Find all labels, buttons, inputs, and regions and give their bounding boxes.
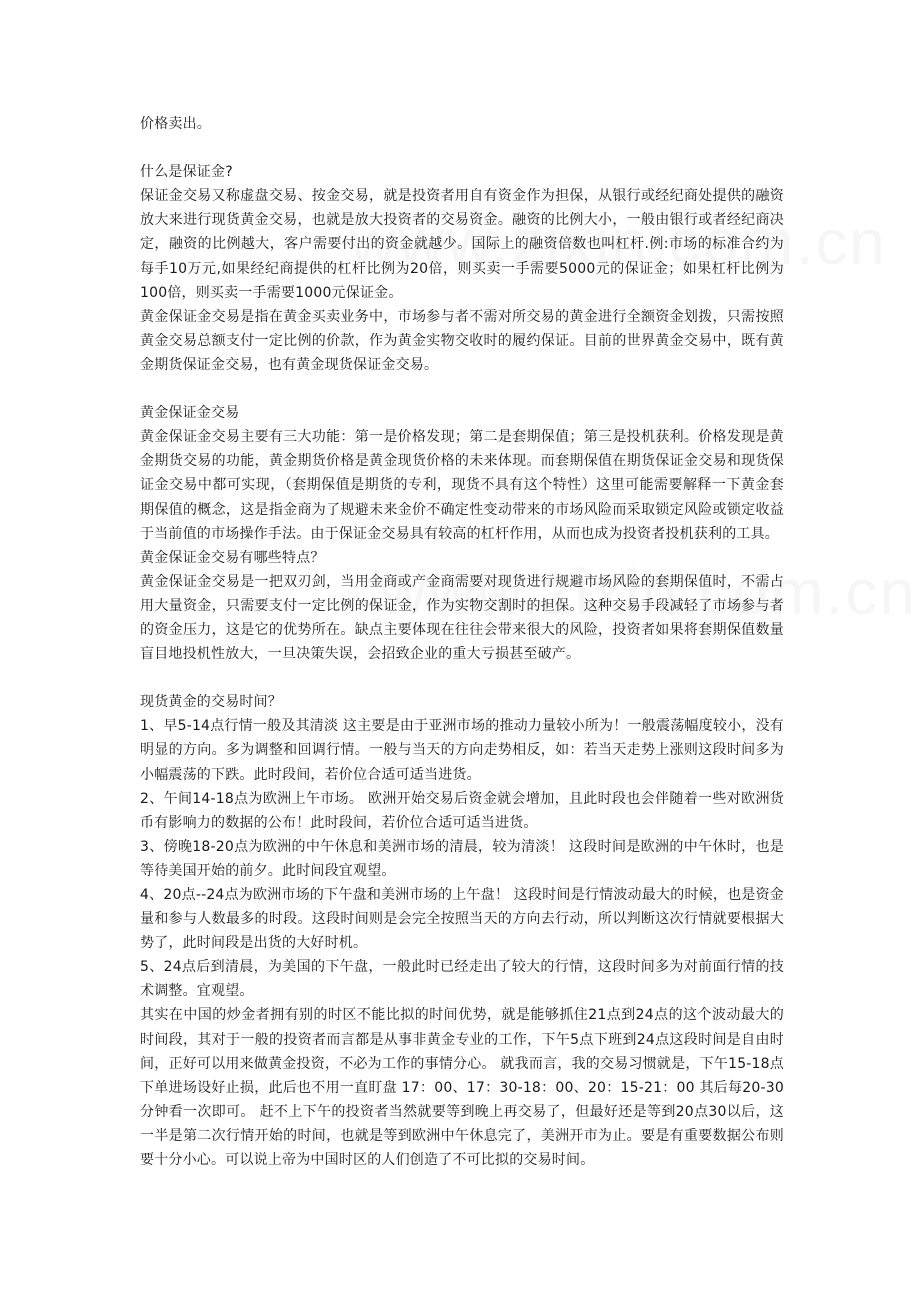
list-item-hours-1: 1、早5-14点行情一般及其清淡 这主要是由于亚洲市场的推动力量较小所为！一般震荡幅度较小，没有明显的方向。多为调整和回调行情。一般与当天的方向走势相反，如：若当天走势上涨则这段时间多为小幅震荡的下跌。此时段间，若价位合适可适当进货。 bbox=[140, 718, 784, 783]
list-item-hours-4: 4、20点--24点为欧洲市场的下午盘和美洲市场的上午盘！ 这段时间是行情波动最大的时候，也是资金量和参与人数最多的时段。这段时间则是会完全按照当天的方向去行动，所以判断这次行情就要根据大势了，此时间段是出货的大好时机。 bbox=[140, 887, 784, 952]
document-body bbox=[140, 112, 784, 1172]
section-heading-trading-hours: 现货黄金的交易时间？ bbox=[140, 694, 282, 711]
paragraph-features: 黄金保证金交易是一把双刃剑，当用金商或产金商需要对现货进行规避市场风险的套期保值时，不需占用大量资金，只需要支付一定比例的保证金，作为实物交割时的担保。这种交易手段减轻了市场参与者的资金压力，这是它的优势所在。缺点主要体现在往往会带来很大的风险，投资者如果将套期保值数量盲目地投机性放大，一旦决策失误，会招致企业的重大亏损甚至破产。 bbox=[140, 573, 784, 663]
paragraph-continuation: 价格卖出。 bbox=[140, 116, 211, 132]
blank-line bbox=[140, 136, 784, 160]
paragraph-margin-definition: 保证金交易又称虚盘交易、按金交易，就是投资者用自有资金作为担保，从银行或经纪商处提供的融资放大来进行现货黄金交易，也就是放大投资者的交易资金。融资的比例大小，一般由银行或者经纪商决定，融资的比例越大，客户需要付出的资金就越少。国际上的融资倍数也叫杠杆.例:市场的标准合约为每手10万元,如果经纪商提供的杠杆比例为20倍，则买卖一手需要5000元的保证金；如果杠杆比例为100倍，则买卖一手需要1000元保证金。 bbox=[140, 188, 784, 301]
list-item-hours-5: 5、24点后到清晨，为美国的下午盘，一般此时已经走出了较大的行情，这段时间多为对前面行情的技术调整。宜观望。 bbox=[140, 959, 784, 1000]
paragraph-functions: 黄金保证金交易主要有三大功能：第一是价格发现；第二是套期保值；第三是投机获利。价格发现是黄金期货交易的功能，黄金期货价格是黄金现货价格的未来体现。而套期保值在期货保证金交易和现货保证金交易中都可实现，（套期保值是期货的专利，现货不具有这个特性）这里可能需要解释一下黄金套期保值的概念，这是指金商为了规避未来金价不确定性变动带来的市场风险而采取锁定风险或锁定收益于当前值的市场操作手法。由于保证金交易具有较高的杠杆作用，从而也成为投资者投机获利的工具。 bbox=[140, 429, 784, 542]
section-heading-margin: 什么是保证金? bbox=[140, 164, 233, 181]
list-item-hours-2: 2、午间14-18点为欧洲上午市场。 欧洲开始交易后资金就会增加，且此时段也会伴随着一些对欧洲货币有影响力的数据的公布！此时段间，若价位合适可适当进货。 bbox=[140, 790, 784, 831]
blank-line bbox=[140, 666, 784, 690]
section-heading-features: 黄金保证金交易有哪些特点？ bbox=[140, 549, 325, 566]
list-item-hours-3: 3、傍晚18-20点为欧洲的中午休息和美洲市场的清晨，较为清淡！ 这段时间是欧洲的中午休时，也是等待美国开始的前夕。此时间段宜观望。 bbox=[140, 838, 784, 879]
paragraph-conclusion: 其实在中国的炒金者拥有别的时区不能比拟的时间优势，就是能够抓住21点到24点的这个波动最大的时间段，其对于一般的投资者而言都是从事非黄金专业的工作，下午5点下班到24点这段时间是自由时间，正好可以用来做黄金投资，不必为工作的事情分心。 就我而言，我的交易习惯就是，下午15-18点下单进场设好止损，此后也不用一直盯盘 17：00、17：30-18：00、20：15-21：00 其后每20-30分钟看一次即可。 赶不上下午的投资者当然就要等到晚上再交易了，但最好还是等到20点30以后，这一半是第二次行情开始的时间，也就是等到欧洲中午休息完了，美洲开市为止。要是有重要数据公布则要十分小心。可以说上帝为中国时区的人们创造了不可比拟的交易时间。 bbox=[140, 1007, 784, 1169]
section-heading-gold-margin: 黄金保证金交易 bbox=[140, 405, 240, 422]
paragraph-gold-margin-definition: 黄金保证金交易是指在黄金买卖业务中，市场参与者不需对所交易的黄金进行全额资金划拨，只需按照黄金交易总额支付一定比例的价款，作为黄金实物交收时的履约保证。目前的世界黄金交易中，既有黄金期货保证金交易，也有黄金现货保证金交易。 bbox=[140, 308, 784, 373]
blank-line bbox=[140, 377, 784, 401]
